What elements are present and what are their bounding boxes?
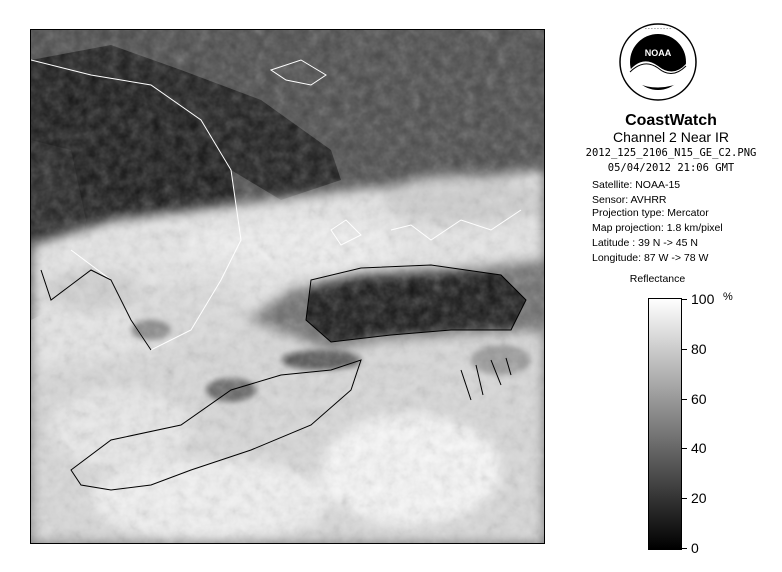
colorbar-tick-label: 80 [691,341,707,357]
colorbar-tick-label: 0 [691,540,699,556]
map-canvas [31,30,544,543]
colorbar-tick [681,299,687,300]
channel-label: Channel 2 Near IR [613,129,729,145]
colorbar-unit: % [723,291,733,303]
satellite-image-map [30,29,545,544]
longitude-range: Longitude: 87 W -> 78 W [592,252,709,264]
map-projection-info: Map projection: 1.8 km/pixel [592,222,723,234]
acquisition-datetime: 05/04/2012 21:06 GMT [607,162,735,174]
svg-text:NOAA: NOAA [644,48,672,58]
colorbar-tick-label: 20 [691,490,707,506]
noaa-logo [618,20,698,110]
colorbar-tick [681,448,687,449]
satellite-info: Satellite: NOAA-15 [592,179,681,191]
colorbar-tick-label: 40 [691,440,707,456]
latitude-range: Latitude : 39 N -> 45 N [592,237,698,249]
colorbar-tick [681,548,687,549]
projection-type-info: Projection type: Mercator [592,207,709,219]
colorbar-tick [681,498,687,499]
noaa-seal-icon [618,20,698,110]
colorbar-tick-label: 60 [691,391,707,407]
svg-text:- - - - - - - - -: - - - - - - - - - [644,26,672,32]
colorbar-tick [681,399,687,400]
colorbar-tick-label: 100 [691,291,715,307]
sensor-info: Sensor: AVHRR [592,194,667,206]
image-texture [31,30,544,543]
colorbar-title: Reflectance [629,273,686,285]
reflectance-colorbar [648,298,682,550]
product-title: CoastWatch [625,112,717,129]
file-name: 2012_125_2106_N15_GE_C2.PNG [585,147,757,159]
colorbar-tick [681,349,687,350]
